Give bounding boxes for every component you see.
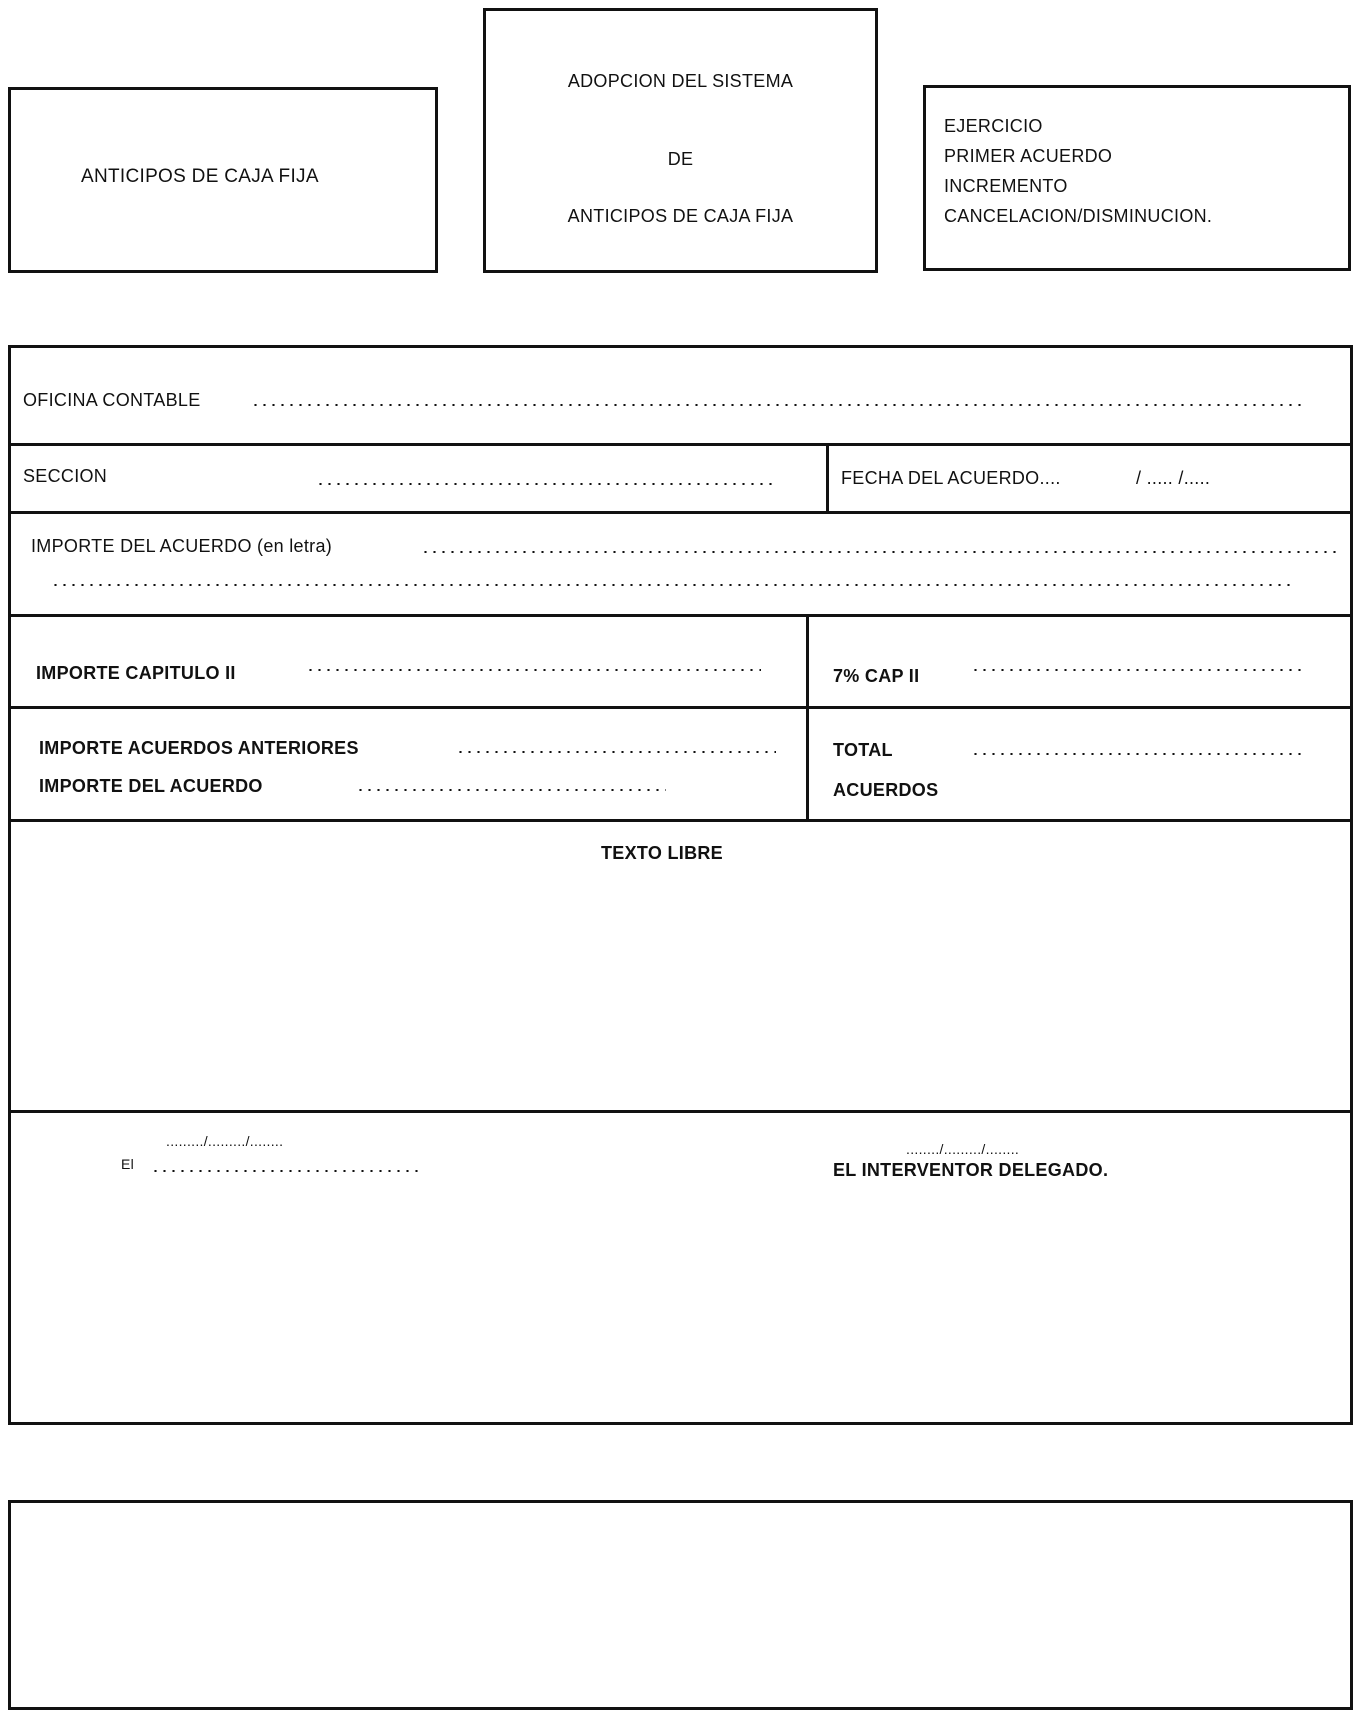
bottom-box: [8, 1500, 1353, 1710]
divider: [11, 443, 1350, 446]
fecha-acuerdo-label: FECHA DEL ACUERDO....: [841, 468, 1061, 488]
total-field[interactable]: [971, 753, 1301, 755]
header-left-box: [8, 87, 438, 273]
importe-anteriores-label: IMPORTE ACUERDOS ANTERIORES: [39, 738, 359, 758]
oficina-contable-field[interactable]: [251, 404, 1301, 406]
importe-acuerdo-label: IMPORTE DEL ACUERDO: [39, 776, 263, 796]
importe-letra-field-2[interactable]: [51, 584, 1291, 586]
oficina-contable-label: OFICINA CONTABLE: [23, 390, 201, 410]
importe-acuerdo-field[interactable]: [356, 789, 666, 791]
option-incremento: INCREMENTO: [944, 176, 1068, 196]
header-center-box: [483, 8, 878, 273]
right-date: ......../........./........: [906, 1141, 1020, 1157]
center-line-2: DE: [667, 149, 694, 169]
divider: [11, 511, 1350, 514]
seccion-field[interactable]: [316, 483, 776, 485]
divider: [806, 614, 809, 819]
center-line-3: ANTICIPOS DE CAJA FIJA: [567, 206, 794, 226]
importe-capitulo-label: IMPORTE CAPITULO II: [36, 663, 236, 683]
cap-ii-label: 7% CAP II: [833, 666, 920, 686]
left-date: ........./........./........: [166, 1133, 284, 1149]
seccion-label: SECCION: [23, 466, 108, 486]
interventor-label: EL INTERVENTOR DELEGADO.: [833, 1160, 1109, 1180]
divider: [11, 614, 1350, 617]
header-right-box: [923, 85, 1351, 271]
left-signature-field[interactable]: [151, 1170, 421, 1172]
importe-anteriores-field[interactable]: [456, 751, 776, 753]
cap-ii-field[interactable]: [971, 669, 1301, 671]
acuerdos-label: ACUERDOS: [833, 780, 939, 800]
option-ejercicio: EJERCICIO: [944, 116, 1043, 136]
texto-libre-label: TEXTO LIBRE: [601, 843, 723, 863]
importe-letra-field-1[interactable]: [421, 551, 1341, 553]
center-line-1: ADOPCION DEL SISTEMA: [567, 71, 794, 91]
option-cancelacion: CANCELACION/DISMINUCION.: [944, 206, 1213, 226]
left-signature-label: El: [121, 1156, 135, 1172]
fecha-acuerdo-field[interactable]: / ..... /.....: [1136, 468, 1211, 488]
main-form: [8, 345, 1353, 1425]
texto-libre-area[interactable]: [11, 868, 1350, 1093]
divider: [11, 706, 1350, 709]
option-primer-acuerdo: PRIMER ACUERDO: [944, 146, 1113, 166]
importe-letra-label: IMPORTE DEL ACUERDO (en letra): [31, 536, 333, 556]
divider: [11, 1110, 1350, 1113]
divider: [826, 443, 829, 513]
importe-capitulo-field[interactable]: [306, 669, 761, 671]
total-label: TOTAL: [833, 740, 893, 760]
divider: [11, 819, 1350, 822]
form-title: ANTICIPOS DE CAJA FIJA: [81, 166, 319, 187]
